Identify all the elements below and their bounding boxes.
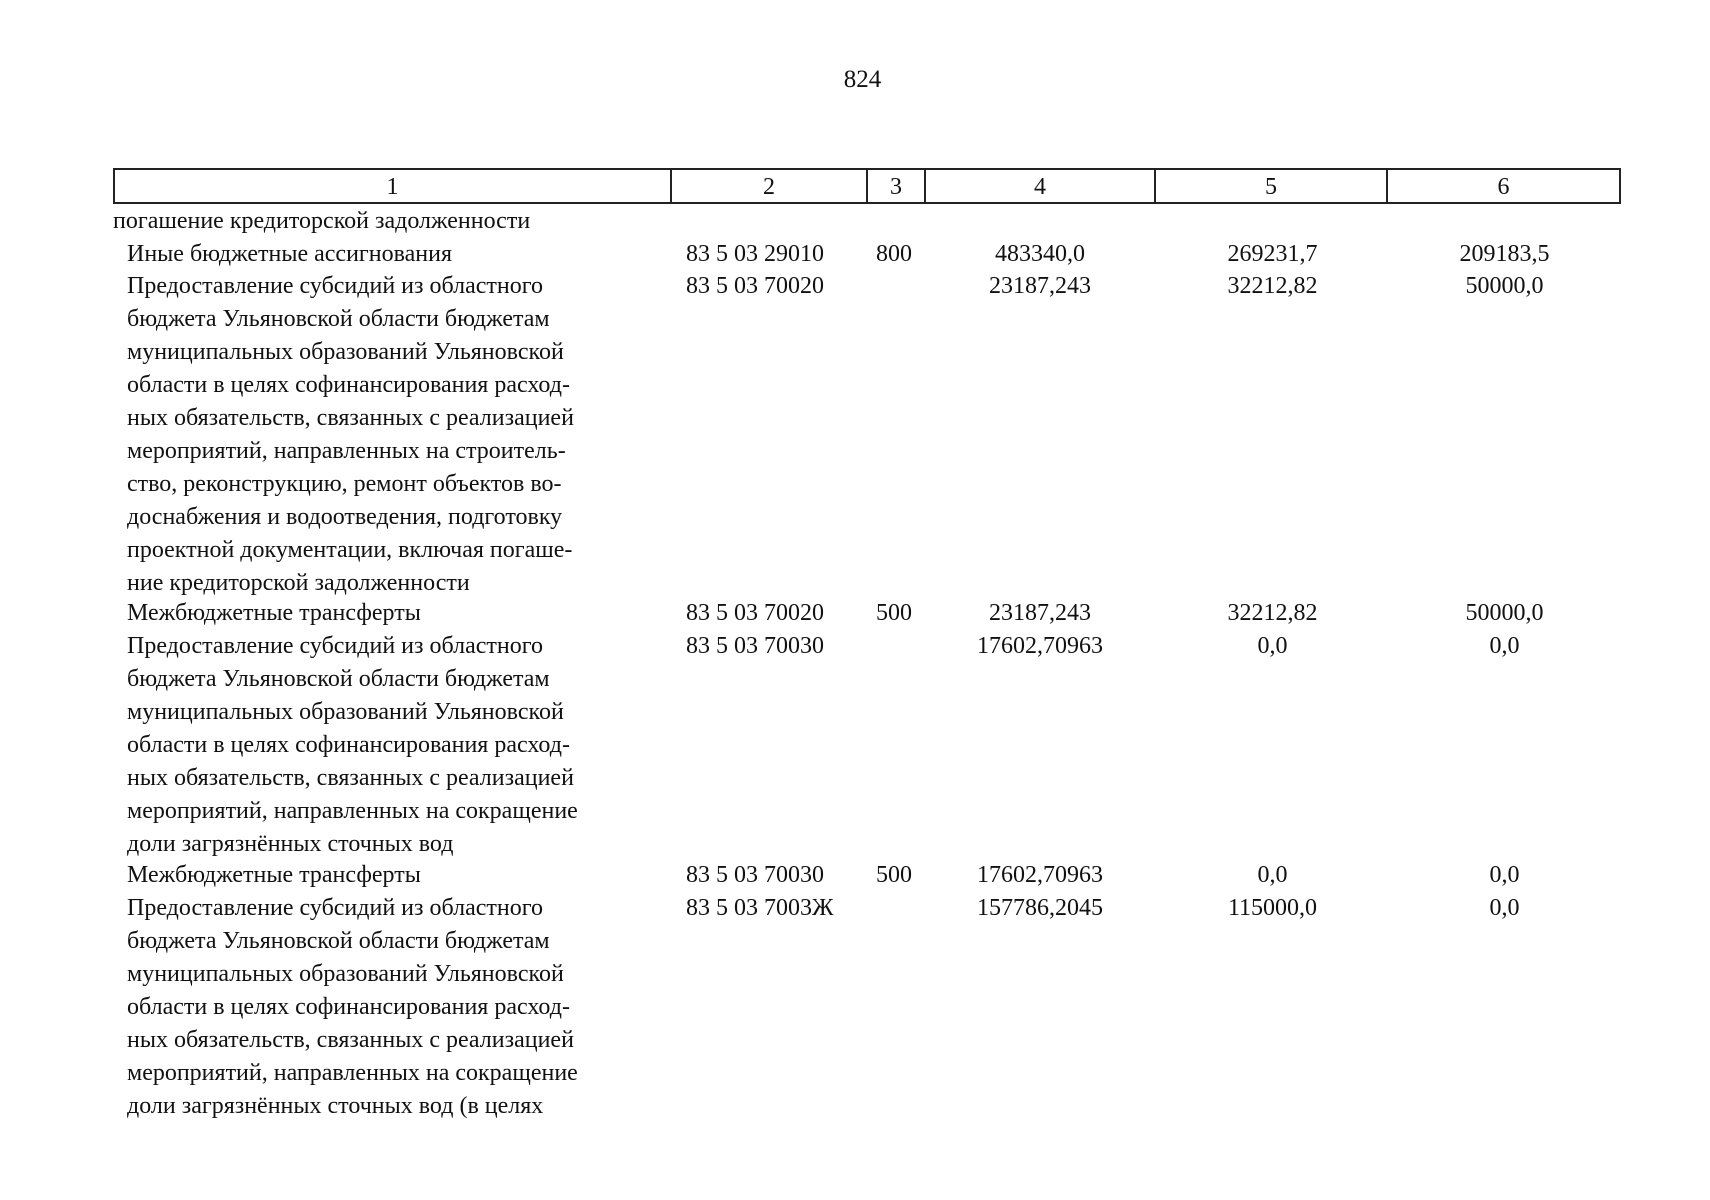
row-name-line: области в целях софинансирования расход- (127, 372, 570, 399)
row-name-line: Предоставление субсидий из областного (127, 273, 543, 300)
row-name-line: области в целях софинансирования расход- (127, 732, 570, 759)
row-value-6: 50000,0 (1465, 273, 1544, 300)
row-type: 500 (876, 862, 912, 888)
row-name-line: мероприятий, направленных на строитель- (127, 438, 566, 465)
row-type: 800 (876, 240, 912, 267)
row-code: 83 5 03 70030 (686, 862, 824, 888)
row-name (127, 597, 660, 630)
row-code: 83 5 03 29010 (686, 240, 824, 267)
row-value-6: 0,0 (1489, 862, 1520, 888)
row-name-line: проектной документации, включая погаше- (127, 537, 573, 564)
row-name-line: бюджета Ульяновской области бюджетам (127, 306, 550, 333)
row-value-4: 17602,70963 (977, 633, 1103, 660)
row-name-line: бюджета Ульяновской области бюджетам (127, 666, 550, 693)
row-name (127, 630, 660, 861)
row-name-line: Предоставление субсидий из областного (127, 894, 543, 921)
row-name-line: Иные бюджетные ассигнования (127, 240, 452, 267)
header-col-5: 5 (1155, 169, 1387, 203)
row-value-6: 0,0 (1489, 894, 1520, 921)
row-name-line: муниципальных образований Ульяновской (127, 699, 564, 726)
row-value-5: 32212,82 (1227, 600, 1318, 627)
row-name-line: ных обязательств, связанных с реализацией (127, 765, 574, 792)
row-name (127, 238, 660, 271)
header-col-6: 6 (1387, 169, 1620, 203)
row-name-line: мероприятий, направленных на сокращение (127, 798, 578, 825)
row-value-4: 17602,70963 (977, 862, 1103, 888)
row-value-6: 0,0 (1489, 633, 1520, 660)
row-name-line: ных обязательств, связанных с реализацией (127, 1026, 574, 1053)
header-col-4: 4 (925, 169, 1155, 203)
header-col-3: 3 (867, 169, 925, 203)
row-value-4: 483340,0 (995, 240, 1085, 267)
row-name-line: ство, реконструкцию, ремонт объектов во- (127, 471, 562, 498)
row-name-line: бюджета Ульяновской области бюджетам (127, 927, 550, 954)
row-name-line: доснабжения и водоотведения, подготовку (127, 504, 563, 531)
row-name-line: муниципальных образований Ульяновской (127, 960, 564, 987)
row-name-line: ние кредиторской задолженности (127, 570, 470, 597)
row-code: 83 5 03 70030 (686, 633, 824, 660)
row-name-line: Межбюджетные трансферты (127, 600, 421, 627)
row-code: 83 5 03 70020 (686, 600, 824, 627)
row-code: 83 5 03 70020 (686, 273, 824, 300)
row-name-line: доли загрязнённых сточных вод (127, 831, 454, 858)
row-name (127, 859, 660, 892)
row-name-line: Межбюджетные трансферты (127, 862, 421, 888)
table-header (113, 168, 1621, 204)
header-col-1: 1 (114, 169, 671, 203)
row-value-4: 157786,2045 (977, 894, 1103, 921)
page-number: 824 (843, 66, 882, 93)
row-value-4: 23187,243 (989, 600, 1091, 627)
row-value-5: 32212,82 (1227, 273, 1318, 300)
row-value-5: 115000,0 (1227, 894, 1318, 921)
row-value-4: 23187,243 (989, 273, 1091, 300)
row-value-6: 50000,0 (1465, 600, 1544, 627)
row-name-line: мероприятий, направленных на сокращение (127, 1059, 578, 1086)
header-col-2: 2 (671, 169, 867, 203)
row-code: 83 5 03 7003Ж (686, 894, 834, 921)
row-type: 500 (876, 600, 912, 627)
row-name-line: Предоставление субсидий из областного (127, 633, 543, 660)
row-value-6: 209183,5 (1459, 240, 1550, 267)
row-name (127, 892, 660, 1123)
row-value-5: 269231,7 (1227, 240, 1318, 267)
row-name-line: муниципальных образований Ульяновской (127, 339, 564, 366)
row-name-line: ных обязательств, связанных с реализацией (127, 405, 574, 432)
row-name (113, 205, 646, 238)
row-name-line: области в целях софинансирования расход- (127, 993, 570, 1020)
row-value-5: 0,0 (1257, 862, 1288, 888)
row-name-line: доли загрязнённых сточных вод (в целях (127, 1092, 544, 1119)
row-name-line: погашение кредиторской задолженности (113, 208, 531, 234)
row-value-5: 0,0 (1257, 633, 1288, 660)
row-name (127, 270, 660, 600)
